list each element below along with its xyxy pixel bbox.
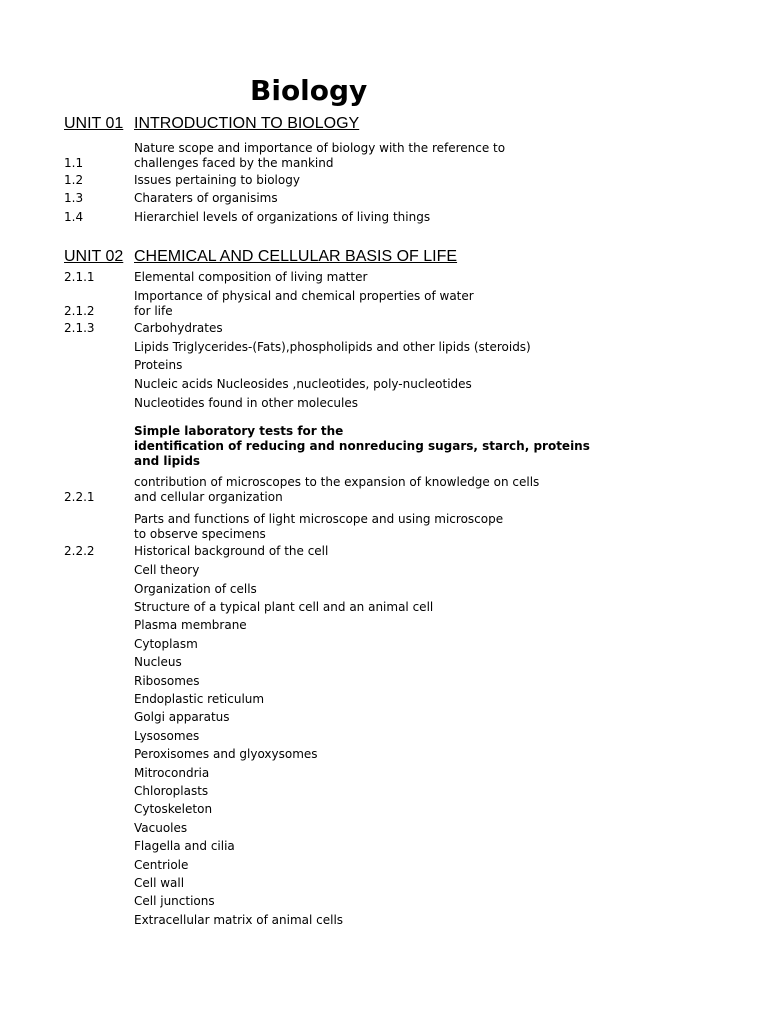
item-text bbox=[134, 563, 534, 578]
item-text bbox=[134, 544, 534, 559]
item-line: Chloroplasts bbox=[134, 784, 209, 798]
item-line: Plasma membrane bbox=[134, 618, 247, 632]
item-text bbox=[134, 424, 590, 469]
item-line: Endoplastic reticulum bbox=[134, 692, 265, 706]
list-item bbox=[0, 600, 768, 615]
item-line: Vacuoles bbox=[134, 821, 188, 835]
item-line: Peroxisomes and glyoxysomes bbox=[134, 747, 318, 761]
item-text bbox=[134, 270, 534, 285]
item-text bbox=[134, 512, 534, 542]
item-line: Cell theory bbox=[134, 563, 200, 577]
unit-heading-2 bbox=[0, 246, 768, 268]
item-text bbox=[134, 655, 534, 670]
item-text bbox=[134, 747, 534, 762]
unit-code: UNIT 01 bbox=[64, 115, 124, 132]
item-line: Simple laboratory tests for the bbox=[134, 424, 344, 438]
item-line: Cell wall bbox=[134, 876, 185, 890]
item-text bbox=[134, 396, 534, 411]
list-item bbox=[0, 544, 768, 559]
list-item bbox=[0, 858, 768, 873]
list-item bbox=[0, 766, 768, 781]
item-line: identification of reducing and nonreducing sugars, starch, proteins bbox=[134, 439, 590, 453]
item-text bbox=[134, 141, 534, 171]
item-text bbox=[134, 637, 534, 652]
list-item bbox=[0, 747, 768, 762]
item-line: and lipids bbox=[134, 454, 201, 468]
item-line: Charaters of organisims bbox=[134, 191, 278, 205]
item-number: 1.2 bbox=[64, 173, 84, 187]
item-text bbox=[134, 358, 534, 373]
item-text bbox=[134, 802, 534, 817]
item-line: Hierarchiel levels of organizations of living things bbox=[134, 210, 431, 224]
item-line: challenges faced by the mankind bbox=[134, 156, 334, 170]
list-item bbox=[0, 710, 768, 725]
item-line: Historical background of the cell bbox=[134, 544, 329, 558]
list-item bbox=[0, 475, 768, 505]
item-line: Cytoskeleton bbox=[134, 802, 213, 816]
item-text bbox=[134, 475, 540, 505]
item-line: Structure of a typical plant cell and an animal cell bbox=[134, 600, 434, 614]
item-number: 2.1.1 bbox=[64, 270, 95, 284]
list-item bbox=[0, 377, 768, 392]
item-line: Ribosomes bbox=[134, 674, 200, 688]
item-text bbox=[134, 710, 534, 725]
item-line: Lysosomes bbox=[134, 729, 200, 743]
item-line: and cellular organization bbox=[134, 490, 283, 504]
item-text bbox=[134, 173, 534, 188]
item-text bbox=[134, 692, 534, 707]
page-title: Biology bbox=[250, 74, 368, 107]
item-line: Nature scope and importance of biology with the reference to bbox=[134, 141, 506, 155]
item-text bbox=[134, 210, 534, 225]
list-item bbox=[0, 618, 768, 633]
item-line: Carbohydrates bbox=[134, 321, 223, 335]
list-item bbox=[0, 321, 768, 336]
item-line: Lipids Triglycerides-(Fats),phospholipids and other lipids (steroids) bbox=[134, 340, 531, 354]
item-line: Proteins bbox=[134, 358, 183, 372]
item-text bbox=[134, 913, 534, 928]
item-text bbox=[134, 321, 534, 336]
list-item bbox=[0, 692, 768, 707]
list-item bbox=[0, 674, 768, 689]
item-line: Elemental composition of living matter bbox=[134, 270, 368, 284]
item-line: for life bbox=[134, 304, 173, 318]
unit-code: UNIT 02 bbox=[64, 248, 124, 265]
item-number: 1.1 bbox=[64, 156, 84, 170]
item-line: Extracellular matrix of animal cells bbox=[134, 913, 344, 927]
list-item bbox=[0, 141, 768, 171]
item-line: contribution of microscopes to the expansion of knowledge on cells bbox=[134, 475, 540, 489]
item-line: Organization of cells bbox=[134, 582, 257, 596]
item-line: Nucleotides found in other molecules bbox=[134, 396, 359, 410]
item-line: to observe specimens bbox=[134, 527, 266, 541]
list-item bbox=[0, 637, 768, 652]
item-text bbox=[134, 858, 534, 873]
item-line: Importance of physical and chemical properties of water bbox=[134, 289, 474, 303]
list-item bbox=[0, 173, 768, 188]
item-number: 2.1.2 bbox=[64, 304, 95, 318]
list-item bbox=[0, 191, 768, 206]
item-text bbox=[134, 618, 534, 633]
item-text bbox=[134, 582, 534, 597]
item-line: Cell junctions bbox=[134, 894, 215, 908]
list-item bbox=[0, 396, 768, 411]
item-text bbox=[134, 766, 534, 781]
list-item bbox=[0, 289, 768, 319]
item-number: 1.3 bbox=[64, 191, 84, 205]
item-line: Nucleus bbox=[134, 655, 182, 669]
list-item bbox=[0, 358, 768, 373]
item-text bbox=[134, 821, 534, 836]
list-item bbox=[0, 876, 768, 891]
list-item bbox=[0, 839, 768, 854]
unit-title: CHEMICAL AND CELLULAR BASIS OF LIFE bbox=[134, 248, 458, 265]
item-text bbox=[134, 784, 534, 799]
item-text bbox=[134, 876, 534, 891]
item-line: Parts and functions of light microscope and using microscope bbox=[134, 512, 504, 526]
item-text bbox=[134, 674, 534, 689]
unit-heading-1 bbox=[0, 113, 768, 135]
item-number: 2.2.2 bbox=[64, 544, 95, 558]
item-line: Golgi apparatus bbox=[134, 710, 230, 724]
list-item bbox=[0, 729, 768, 744]
list-item bbox=[0, 821, 768, 836]
unit-title: INTRODUCTION TO BIOLOGY bbox=[134, 115, 360, 132]
list-item-lab-tests bbox=[0, 424, 768, 469]
item-line: Centriole bbox=[134, 858, 189, 872]
item-line: Mitrocondria bbox=[134, 766, 210, 780]
item-text bbox=[134, 729, 534, 744]
list-item bbox=[0, 913, 768, 928]
list-item bbox=[0, 784, 768, 799]
item-number: 2.1.3 bbox=[64, 321, 95, 335]
item-text bbox=[134, 191, 534, 206]
list-item bbox=[0, 655, 768, 670]
list-item bbox=[0, 270, 768, 285]
item-number: 2.2.1 bbox=[64, 490, 95, 504]
list-item bbox=[0, 512, 768, 542]
item-number: 1.4 bbox=[64, 210, 84, 224]
item-text bbox=[134, 377, 534, 392]
item-line: Cytoplasm bbox=[134, 637, 198, 651]
list-item bbox=[0, 340, 768, 355]
item-text bbox=[134, 839, 534, 854]
list-item bbox=[0, 802, 768, 817]
item-text bbox=[134, 894, 534, 909]
item-line: Issues pertaining to biology bbox=[134, 173, 300, 187]
list-item bbox=[0, 582, 768, 597]
item-text bbox=[134, 340, 534, 355]
item-line: Nucleic acids Nucleosides ,nucleotides, poly-nucleotides bbox=[134, 377, 472, 391]
list-item bbox=[0, 894, 768, 909]
list-item bbox=[0, 210, 768, 225]
item-text bbox=[134, 289, 534, 319]
list-item bbox=[0, 563, 768, 578]
item-text bbox=[134, 600, 534, 615]
item-line: Flagella and cilia bbox=[134, 839, 235, 853]
